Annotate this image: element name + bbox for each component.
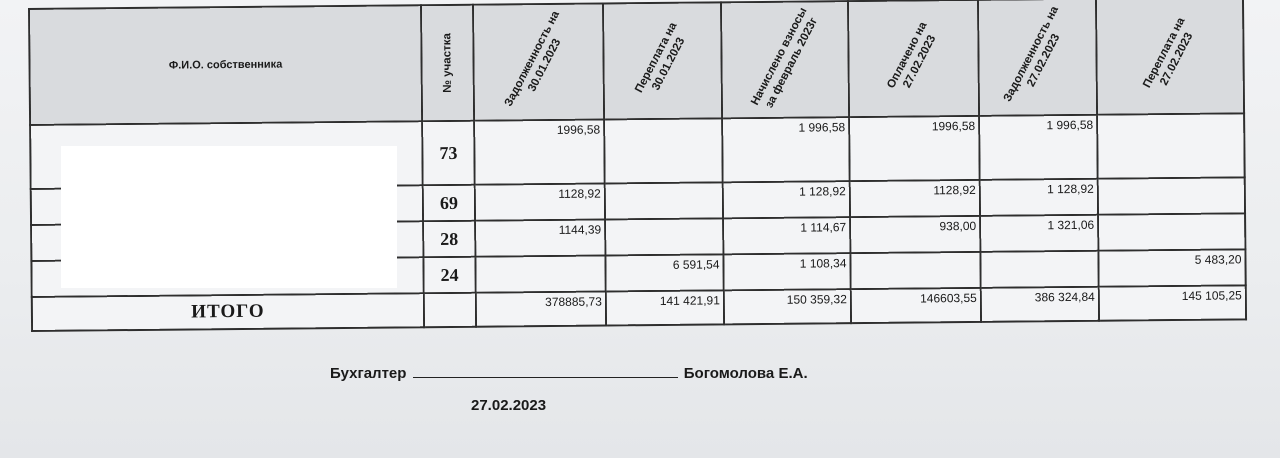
- charged-value: 1 996,58: [722, 117, 850, 182]
- header-charged-cell: [721, 1, 849, 118]
- header-paid-cell: [848, 0, 979, 117]
- plot-number: 73: [422, 121, 475, 185]
- header-overpay-end-cell: [1096, 0, 1244, 115]
- overpay-start-value: [605, 218, 723, 255]
- charged-value: 1 128,92: [723, 181, 850, 218]
- charged-value: 1 108,34: [723, 253, 850, 290]
- signature-role: Бухгалтер: [330, 365, 407, 382]
- header-debt-end-cell: [978, 0, 1097, 116]
- debt-end-value: 1 128,92: [980, 179, 1098, 216]
- total-charged: 150 359,32: [724, 289, 851, 324]
- charged-value: 1 114,67: [723, 217, 850, 254]
- paid-value: 938,00: [850, 216, 980, 253]
- paid-value: [850, 252, 980, 289]
- debt-end-value: [980, 251, 1098, 288]
- total-plot-cell: [424, 293, 476, 327]
- header-plot-cell: [421, 5, 474, 121]
- total-overpay-start: 141 421,91: [606, 290, 724, 325]
- header-overpay-end: Переплата на 27.02.2023: [1140, 15, 1195, 90]
- header-debt-start: Задолженность на 30.01.2023: [502, 9, 564, 109]
- overpay-end-value: 5 483,20: [1098, 249, 1245, 286]
- signature-date: 27.02.2023: [471, 397, 547, 414]
- overpay-start-value: 6 591,54: [605, 254, 723, 291]
- header-charged: Начислено взносы за февраль 2023г: [748, 5, 820, 111]
- header-debt-end: Задолженность на 27.02.2023: [1001, 4, 1063, 104]
- paid-value: 1128,92: [850, 180, 980, 217]
- header-paid: Оплачено на 27.02.2023: [885, 20, 939, 91]
- total-debt-start: 378885,73: [476, 291, 606, 326]
- plot-number: 24: [423, 257, 475, 293]
- signature-underline: [413, 363, 678, 378]
- redaction-box: [61, 146, 397, 288]
- header-owner-name: Ф.И.О. собственника: [29, 5, 422, 125]
- overpay-start-value: [605, 182, 723, 219]
- header-plot: № участка: [441, 33, 454, 93]
- signature-line: [330, 363, 808, 382]
- overpay-end-value: [1097, 113, 1245, 178]
- header-overpay-start-cell: [603, 2, 722, 119]
- total-label: ИТОГО: [32, 293, 424, 331]
- total-overpay-end: 145 105,25: [1099, 285, 1246, 320]
- header-overpay-start: Переплата на 30.01.2023: [633, 20, 688, 95]
- paid-value: 1996,58: [849, 116, 980, 181]
- debt-start-value: 1144,39: [475, 219, 605, 256]
- plot-number: 28: [423, 221, 475, 257]
- overpay-end-value: [1098, 177, 1245, 214]
- debt-start-value: [475, 255, 605, 292]
- overpay-end-value: [1098, 213, 1245, 250]
- debt-start-value: 1128,92: [475, 183, 605, 220]
- signature-name: Богомолова Е.А.: [683, 365, 808, 382]
- plot-number: 69: [423, 185, 475, 221]
- total-debt-end: 386 324,84: [981, 287, 1099, 322]
- overpay-start-value: [604, 118, 723, 183]
- total-paid: 146603,55: [851, 288, 981, 323]
- debt-end-value: 1 321,06: [980, 215, 1098, 252]
- debt-start-value: 1996,58: [474, 119, 605, 184]
- debt-end-value: 1 996,58: [979, 115, 1098, 180]
- table-header-row: [29, 0, 1244, 125]
- header-debt-start-cell: [473, 3, 604, 120]
